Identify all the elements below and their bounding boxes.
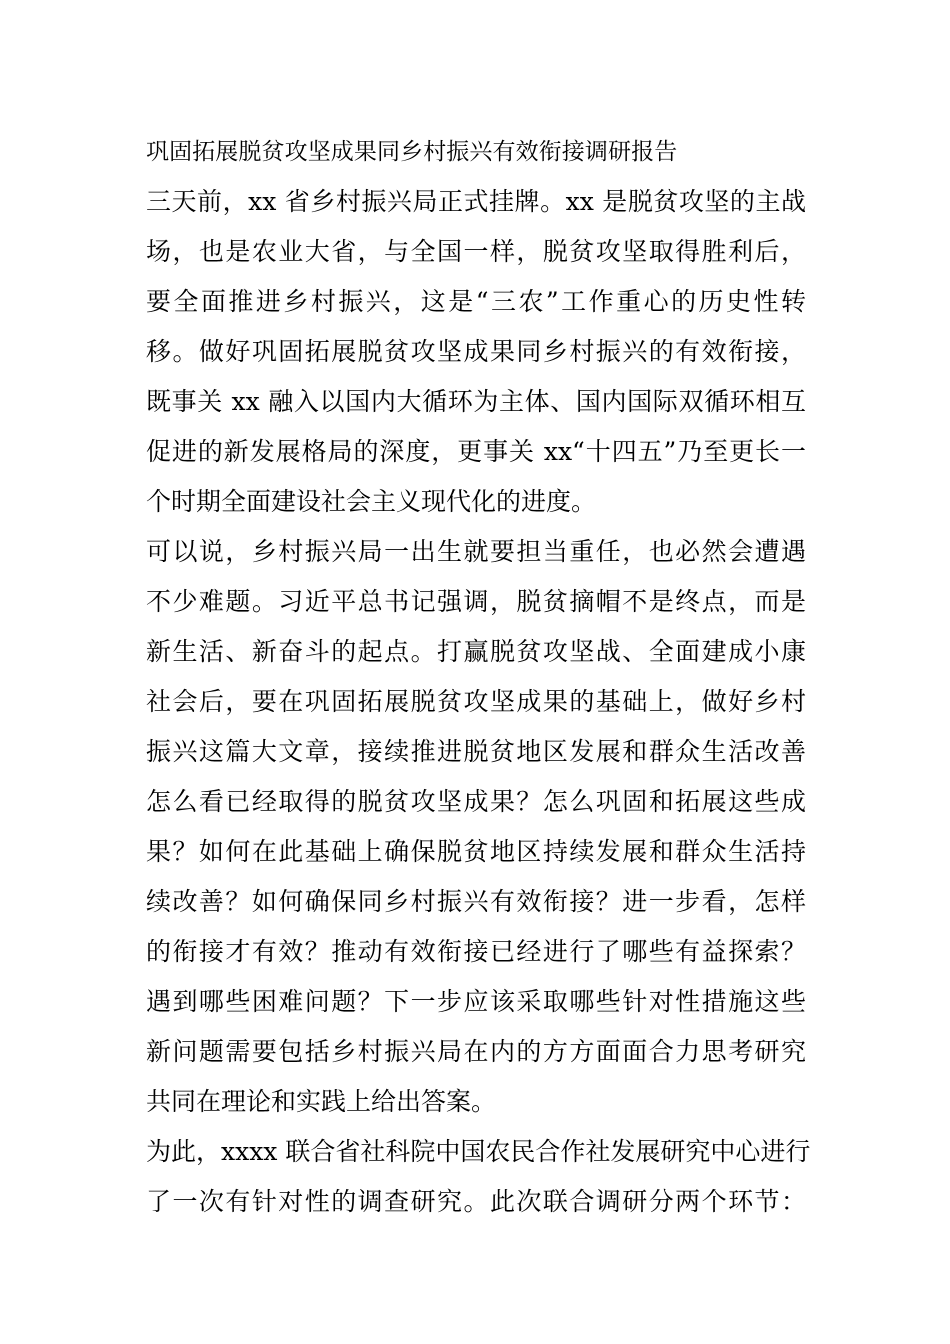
- body-line: 场，也是农业大省，与全国一样，脱贫攻坚取得胜利后，: [146, 237, 806, 266]
- body-line: 的衔接才有效？推动有效衔接已经进行了哪些有益探索？: [146, 937, 806, 966]
- body-line: 不少难题。习近平总书记强调，脱贫摘帽不是终点，而是: [146, 587, 806, 616]
- body-line: 可以说，乡村振兴局一出生就要担当重任，也必然会遭遇: [146, 537, 806, 566]
- body-line: 了一次有针对性的调查研究。此次联合调研分两个环节：: [146, 1187, 806, 1216]
- body-line: 促进的新发展格局的深度，更事关 xx“十四五”乃至更长一: [146, 437, 806, 466]
- body-line: 移。做好巩固拓展脱贫攻坚成果同乡村振兴的有效衔接，: [146, 337, 806, 366]
- body-line: 共同在理论和实践上给出答案。: [146, 1087, 497, 1116]
- body-line: 既事关 xx 融入以国内大循环为主体、国内国际双循环相互: [146, 387, 806, 416]
- body-line: 为此，xxxx 联合省社科院中国农民合作社发展研究中心进行: [146, 1137, 811, 1166]
- body-line: 要全面推进乡村振兴，这是“三农”工作重心的历史性转: [146, 287, 806, 316]
- document-title: 巩固拓展脱贫攻坚成果同乡村振兴有效衔接调研报告: [146, 139, 678, 165]
- body-line: 新生活、新奋斗的起点。打赢脱贫攻坚战、全面建成小康: [146, 637, 806, 666]
- body-line: 个时期全面建设社会主义现代化的进度。: [146, 487, 597, 516]
- body-line: 遇到哪些困难问题？下一步应该采取哪些针对性措施这些: [146, 987, 806, 1016]
- body-line: 振兴这篇大文章，接续推进脱贫地区发展和群众生活改善: [146, 737, 806, 766]
- body-line: 新问题需要包括乡村振兴局在内的方方面面合力思考研究: [146, 1037, 806, 1066]
- body-line: 社会后，要在巩固拓展脱贫攻坚成果的基础上，做好乡村: [146, 687, 806, 716]
- body-line: 三天前，xx 省乡村振兴局正式挂牌。xx 是脱贫攻坚的主战: [146, 187, 806, 216]
- body-line: 果？如何在此基础上确保脱贫地区持续发展和群众生活持: [146, 837, 806, 866]
- body-line: 续改善？如何确保同乡村振兴有效衔接？进一步看，怎样: [146, 887, 806, 916]
- body-line: 怎么看已经取得的脱贫攻坚成果？怎么巩固和拓展这些成: [146, 787, 806, 816]
